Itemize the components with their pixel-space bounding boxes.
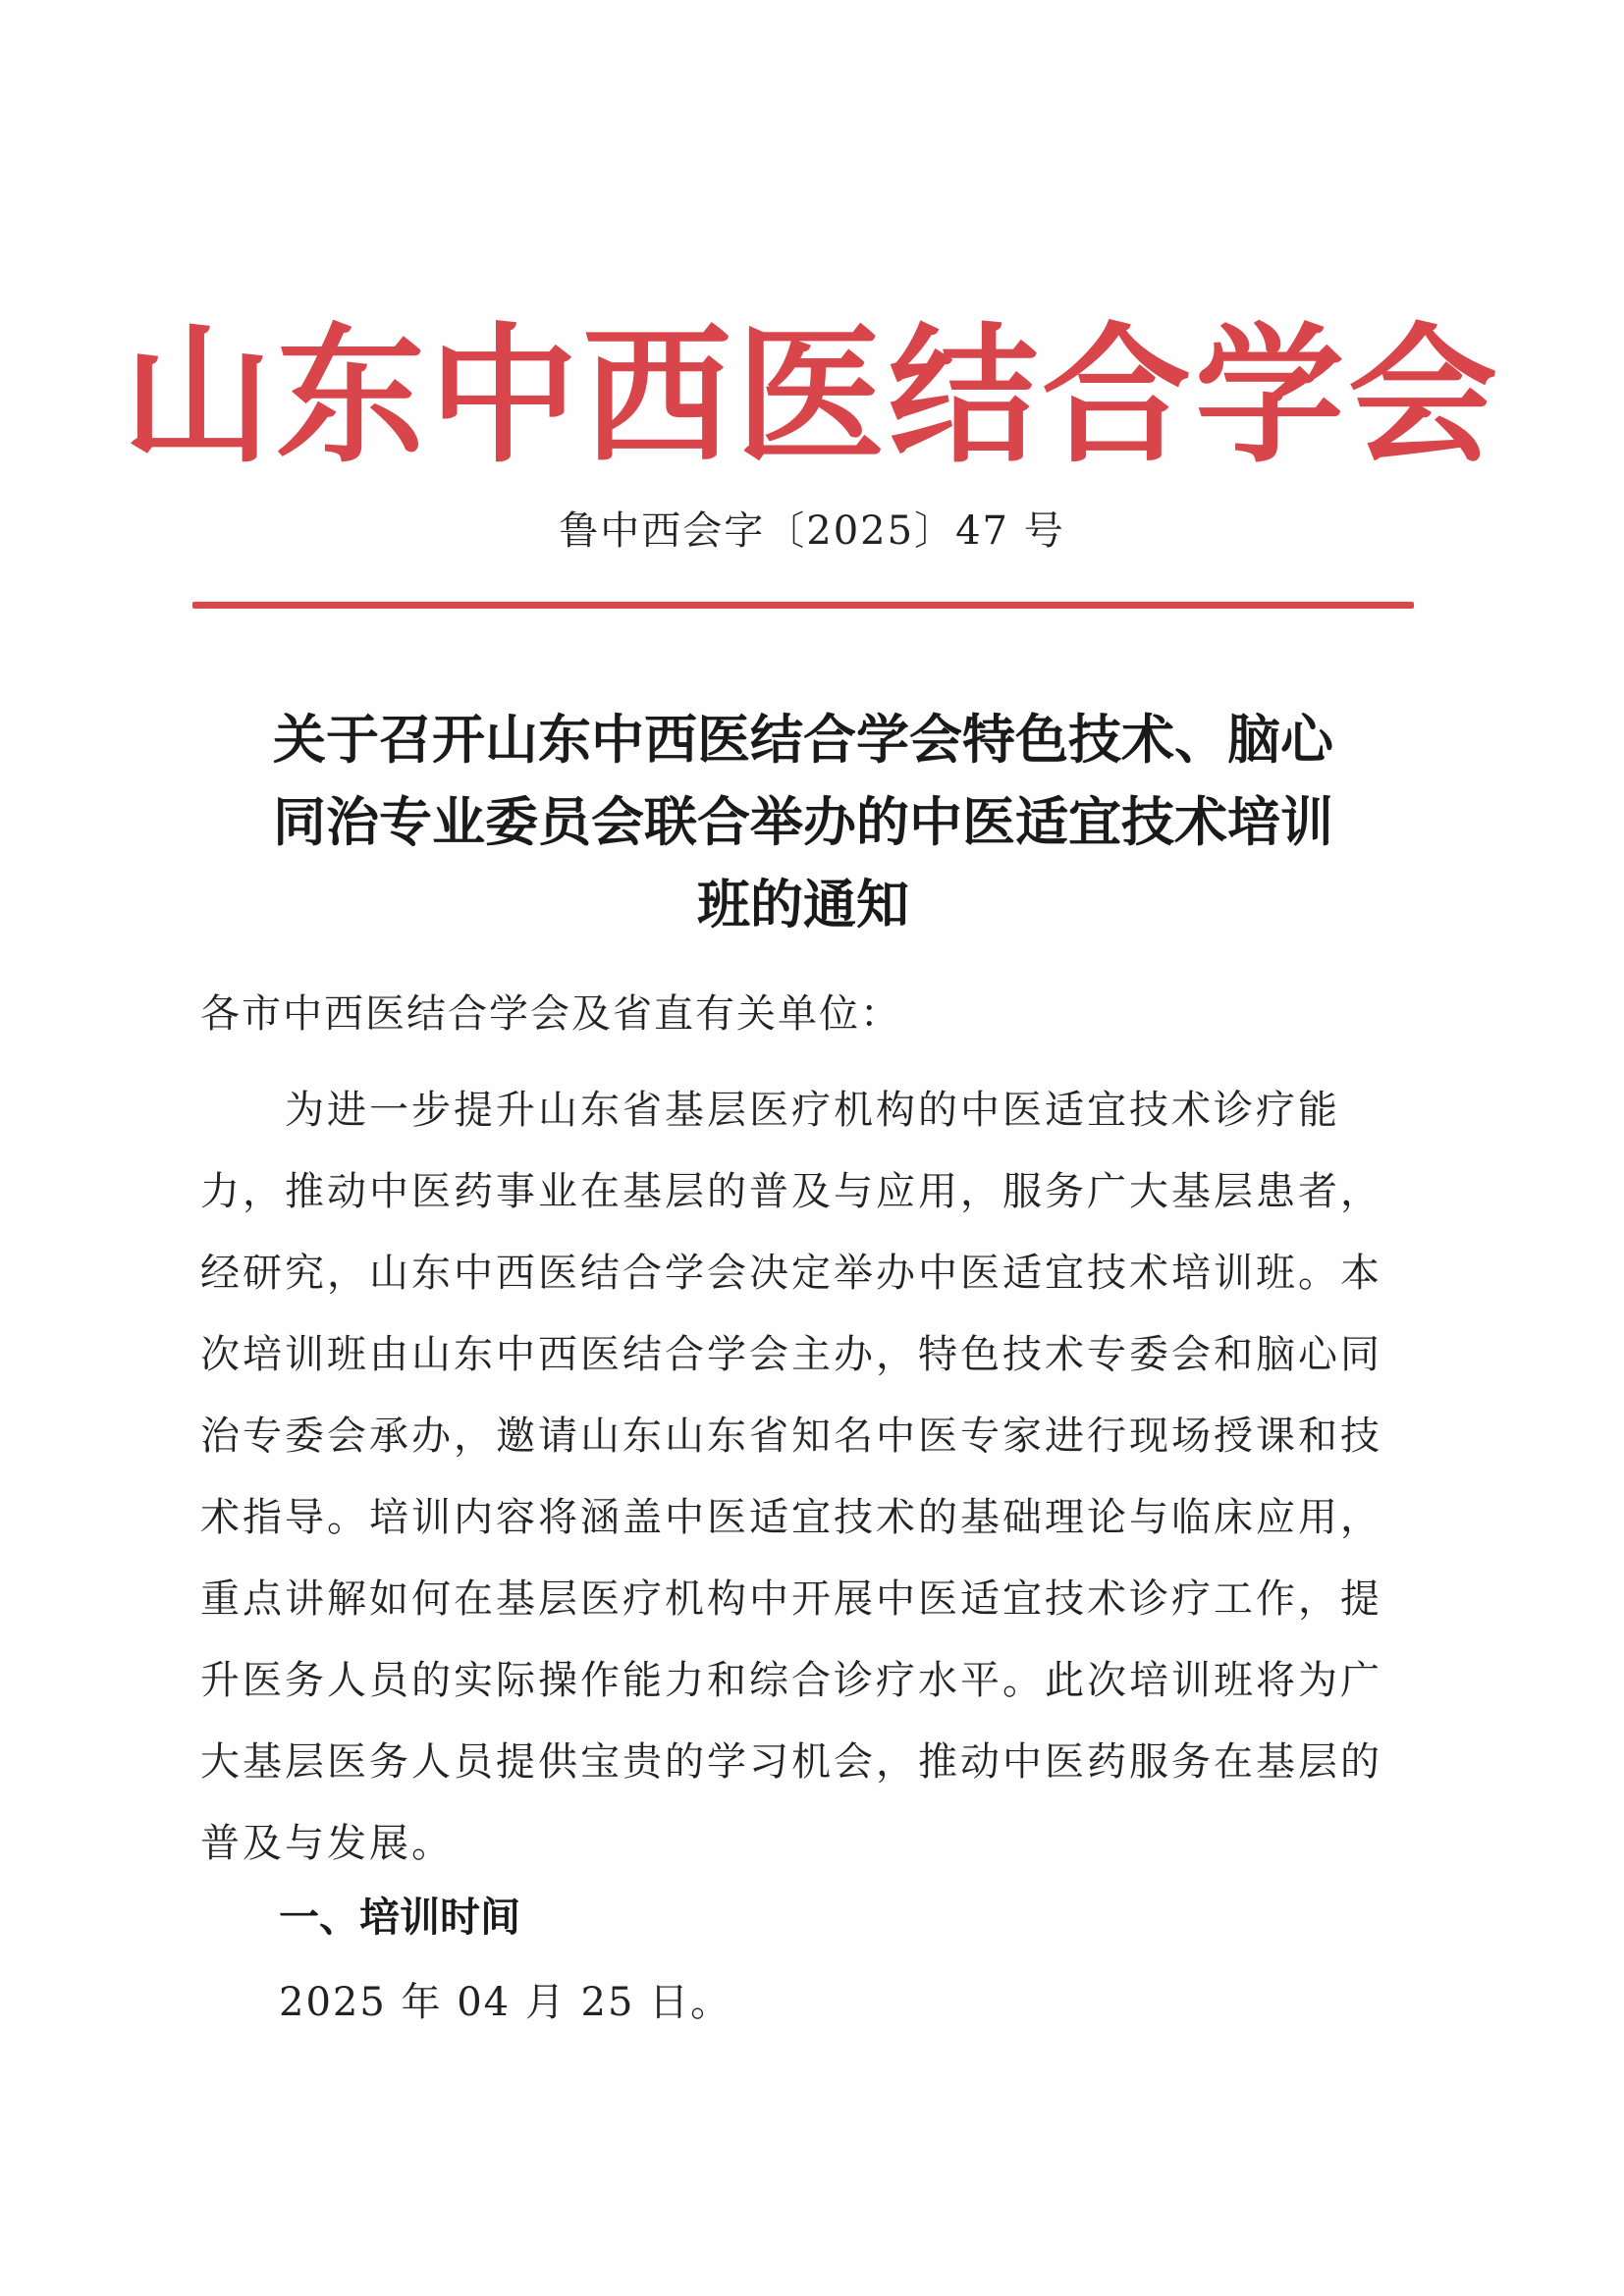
notice-title-line: 关于召开山东中西医结合学会特色技术、脑心 (273, 709, 1333, 771)
notice-title-line: 班的通知 (697, 874, 909, 935)
salutation: 各市中西医结合学会及省直有关单位： (200, 991, 901, 1037)
notice-title (192, 699, 1414, 946)
paragraph-line: 经研究，山东中西医结合学会决定举办中医适宜技术培训班。本 (200, 1251, 1382, 1296)
body-paragraph (200, 1070, 1406, 1885)
paragraph-line: 次培训班由山东中西医结合学会主办，特色技术专委会和脑心同 (200, 1332, 1382, 1377)
paragraph-line: 力，推动中医药事业在基层的普及与应用，服务广大基层患者， (200, 1169, 1382, 1214)
paragraph-line: 治专委会承办，邀请山东山东省知名中医专家进行现场授课和技 (200, 1414, 1382, 1459)
paragraph-line: 普及与发展。 (200, 1821, 454, 1866)
paragraph-line: 为进一步提升山东省基层医疗机构的中医适宜技术诊疗能 (200, 1088, 1340, 1133)
document-number: 鲁中西会字〔2025〕47 号 (559, 508, 1065, 554)
paragraph-line: 大基层医务人员提供宝贵的学习机会，推动中医药服务在基层的 (200, 1739, 1382, 1785)
training-date: 2025 年 04 月 25 日。 (279, 1980, 732, 2025)
letterhead-divider (192, 602, 1414, 609)
notice-title-line: 同治专业委员会联合举办的中医适宜技术培训 (273, 791, 1333, 853)
section-heading-training-time: 一、培训时间 (279, 1894, 520, 1941)
paragraph-line: 重点讲解如何在基层医疗机构中开展中医适宜技术诊疗工作，提 (200, 1576, 1382, 1622)
organization-letterhead: 山东中西医结合学会 (123, 307, 1501, 483)
paragraph-line: 术指导。培训内容将涵盖中医适宜技术的基础理论与临床应用， (200, 1495, 1382, 1540)
paragraph-line: 升医务人员的实际操作能力和综合诊疗水平。此次培训班将为广 (200, 1658, 1382, 1703)
